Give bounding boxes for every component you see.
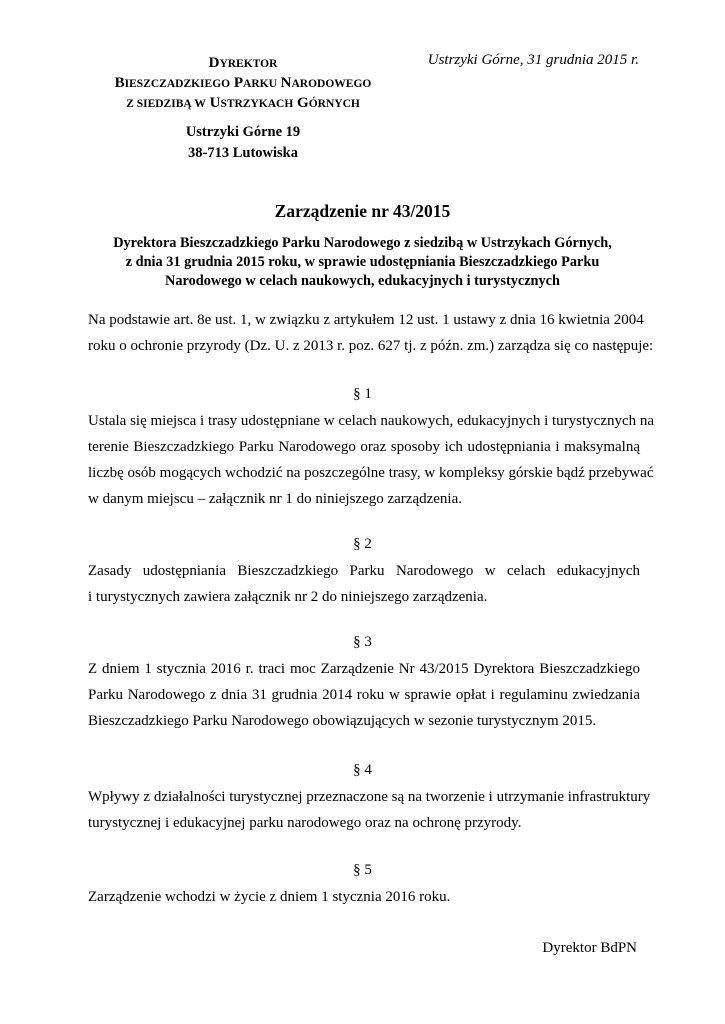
- subtitle-line-3: Narodowego w celach naukowych, edukacyjnych i turystycznych: [165, 273, 560, 289]
- document-title: Zarządzenie nr 43/2015: [274, 201, 451, 221]
- section-3-line-2: Parku Narodowego z dnia 31 grudnia 2014 roku w sprawie opłat i regulaminu zwiedzania: [88, 687, 640, 703]
- section-1-line-3: liczbę osób mogących wchodzić na poszczególne trasy, w kompleksy górskie bądź przebywać: [88, 465, 654, 481]
- document-date: Ustrzyki Górne, 31 grudnia 2015 r.: [427, 52, 639, 68]
- issuer-address: [88, 122, 398, 164]
- section-1-heading: § 1: [353, 386, 372, 402]
- section-3-body: [88, 656, 640, 734]
- section-3-line-3: Bieszczadzkiego Parku Narodowego obowiązujących w sezonie turystycznym 2015.: [88, 713, 597, 729]
- section-1-body: [88, 408, 655, 512]
- address-line-2: 38-713 Lutowiska: [188, 145, 298, 161]
- section-4-line-1: Wpływy z działalności turystycznej przeznaczone są na tworzenie i utrzymanie infrastruktury: [88, 789, 651, 805]
- section-2-body: [88, 558, 640, 610]
- section-1-line-1: Ustala się miejsca i trasy udostępniane w celach naukowych, edukacyjnych i turystycznych na: [88, 413, 655, 429]
- issuer-line-1: DYREKTOR: [208, 55, 278, 71]
- address-line-1: Ustrzyki Górne 19: [185, 124, 301, 140]
- issuer-line-3: Z SIEDZIBĄ W USTRZYKACH GÓRNYCH: [126, 95, 360, 111]
- signature: Dyrektor BdPN: [542, 940, 637, 956]
- section-5-heading: § 5: [353, 862, 372, 878]
- section-4-heading: § 4: [353, 762, 372, 778]
- issuer-line-2: BIESZCZADZKIEGO PARKU NARODOWEGO: [114, 75, 372, 91]
- intro-paragraph: [88, 307, 654, 359]
- section-2-line-2: i turystycznych zawiera załącznik nr 2 do niniejszego zarządzenia.: [88, 589, 488, 605]
- section-5-body: [88, 884, 640, 910]
- section-1-line-4: w danym miejscu – załącznik nr 1 do niniejszego zarządzenia.: [88, 491, 463, 507]
- section-3-line-1: Z dniem 1 stycznia 2016 r. traci moc Zarządzenie Nr 43/2015 Dyrektora Bieszczadzkiego: [88, 661, 640, 677]
- subtitle-line-1: Dyrektora Bieszczadzkiego Parku Narodowego z siedzibą w Ustrzykach Górnych,: [113, 235, 612, 251]
- intro-line-2: roku o ochronie przyrody (Dz. U. z 2013 r. poz. 627 tj. z późn. zm.) zarządza się co następuje:: [88, 338, 654, 354]
- section-4-body: [88, 784, 651, 836]
- section-5-line-1: Zarządzenie wchodzi w życie z dniem 1 stycznia 2016 roku.: [88, 889, 451, 905]
- section-4-line-2: turystycznej i edukacyjnej parku narodowego oraz na ochronę przyrody.: [88, 815, 522, 831]
- section-2-heading: § 2: [353, 536, 372, 552]
- document-subtitle: [60, 234, 665, 291]
- intro-line-1: Na podstawie art. 8e ust. 1, w związku z artykułem 12 ust. 1 ustawy z dnia 16 kwietnia 2004: [88, 312, 644, 328]
- section-2-line-1: Zasady udostępniania Bieszczadzkiego Parku Narodowego w celach edukacyjnych: [88, 563, 640, 579]
- section-3-heading: § 3: [353, 634, 372, 650]
- issuer-header: [88, 54, 398, 114]
- section-1-line-2: terenie Bieszczadzkiego Parku Narodowego oraz sposoby ich udostępniania i maksymalną: [88, 439, 640, 455]
- subtitle-line-2: z dnia 31 grudnia 2015 roku, w sprawie udostępniania Bieszczadzkiego Parku: [125, 254, 600, 270]
